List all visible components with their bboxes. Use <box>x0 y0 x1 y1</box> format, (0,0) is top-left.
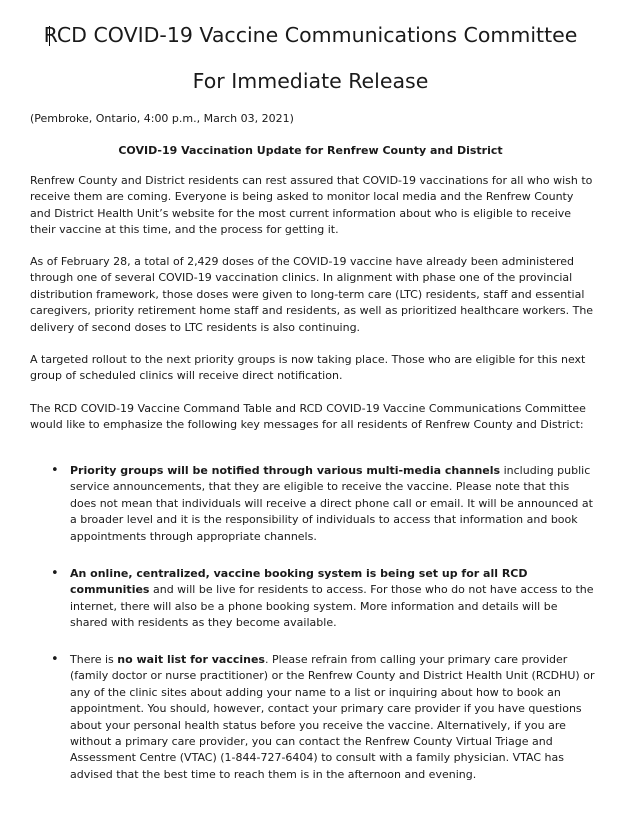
bullet-item-no-wait-list <box>70 652 598 783</box>
section-heading: COVID-19 Vaccination Update for Renfrew County and District <box>118 144 503 157</box>
bullet-rest: and will be live for residents to access. For those who do not have access to the internet, there will also be a phone booking system. More information and details will be shared with residents as they become available. <box>70 583 594 630</box>
dateline: (Pembroke, Ontario, 4:00 p.m., March 03, 2021) <box>30 112 294 125</box>
bullet-marker: • <box>51 652 59 667</box>
bullet-rest: including public service announcements, that they are eligible to receive the vaccine. Please note that this does not mean that individuals will receive a direct phone call or email. It will be announced at a broader level and it is the responsibility of individuals to access that information and book appointments through appropriate channels. <box>70 464 593 543</box>
document-title: RCD COVID-19 Vaccine Communications Committee <box>43 23 578 47</box>
bullet-item-priority-groups <box>70 463 598 545</box>
bullet-item-booking-system <box>70 566 598 632</box>
release-label: For Immediate Release <box>192 69 429 93</box>
bullet-rest: . Please refrain from calling your primary care provider (family doctor or nurse practitioner) or the Renfrew County and District Health Unit (RCDHU) or any of the clinic sites about adding your name to a list or inquiring about how to book an appointment. You should, however, contact your primary care provider if you have questions about your personal health status before you receive the vaccine. Alternatively, if you are without a primary care provider, you can contact the Renfrew County Virtual Triage and Assessment Centre (VTAC) (1-844-727-6404) to consult with a family physician. VTAC has advised that the best time to reach them is in the afternoon and evening. <box>70 653 595 781</box>
bullet-marker: • <box>51 463 59 478</box>
paragraph-intro: Renfrew County and District residents can rest assured that COVID-19 vaccinations for all who wish to receive them are coming. Everyone is being asked to monitor local media and the Renfrew County and District Health Unit’s website for the most current information about who is eligible to receive their vaccine at this time, and the process for getting it. <box>30 174 593 237</box>
bullet-bold: Priority groups will be notified through various multi-media channels <box>70 464 501 477</box>
bullet-bold: An online, centralized, vaccine booking system is being set up for all RCD communities <box>70 567 528 597</box>
bullet-lead: There is <box>70 653 118 666</box>
paragraph-doses: As of February 28, a total of 2,429 doses of the COVID-19 vaccine have already been administered through one of several COVID-19 vaccination clinics. In alignment with phase one of the provincial distribution framework, those doses were given to long-term care (LTC) residents, staff and essential caregivers, priority retirement home staff and residents, as well as prioritized healthcare workers. The delivery of second doses to LTC residents is also continuing. <box>30 255 594 334</box>
paragraph-rollout: A targeted rollout to the next priority groups is now taking place. Those who are eligible for this next group of scheduled clinics will receive direct notification. <box>30 353 586 383</box>
paragraph-key-messages: The RCD COVID-19 Vaccine Command Table and RCD COVID-19 Vaccine Communications Committee would like to emphasize the following key messages for all residents of Renfrew County and District: <box>30 402 586 432</box>
bullet-bold: no wait list for vaccines <box>117 653 265 666</box>
bullet-marker: • <box>51 566 59 581</box>
